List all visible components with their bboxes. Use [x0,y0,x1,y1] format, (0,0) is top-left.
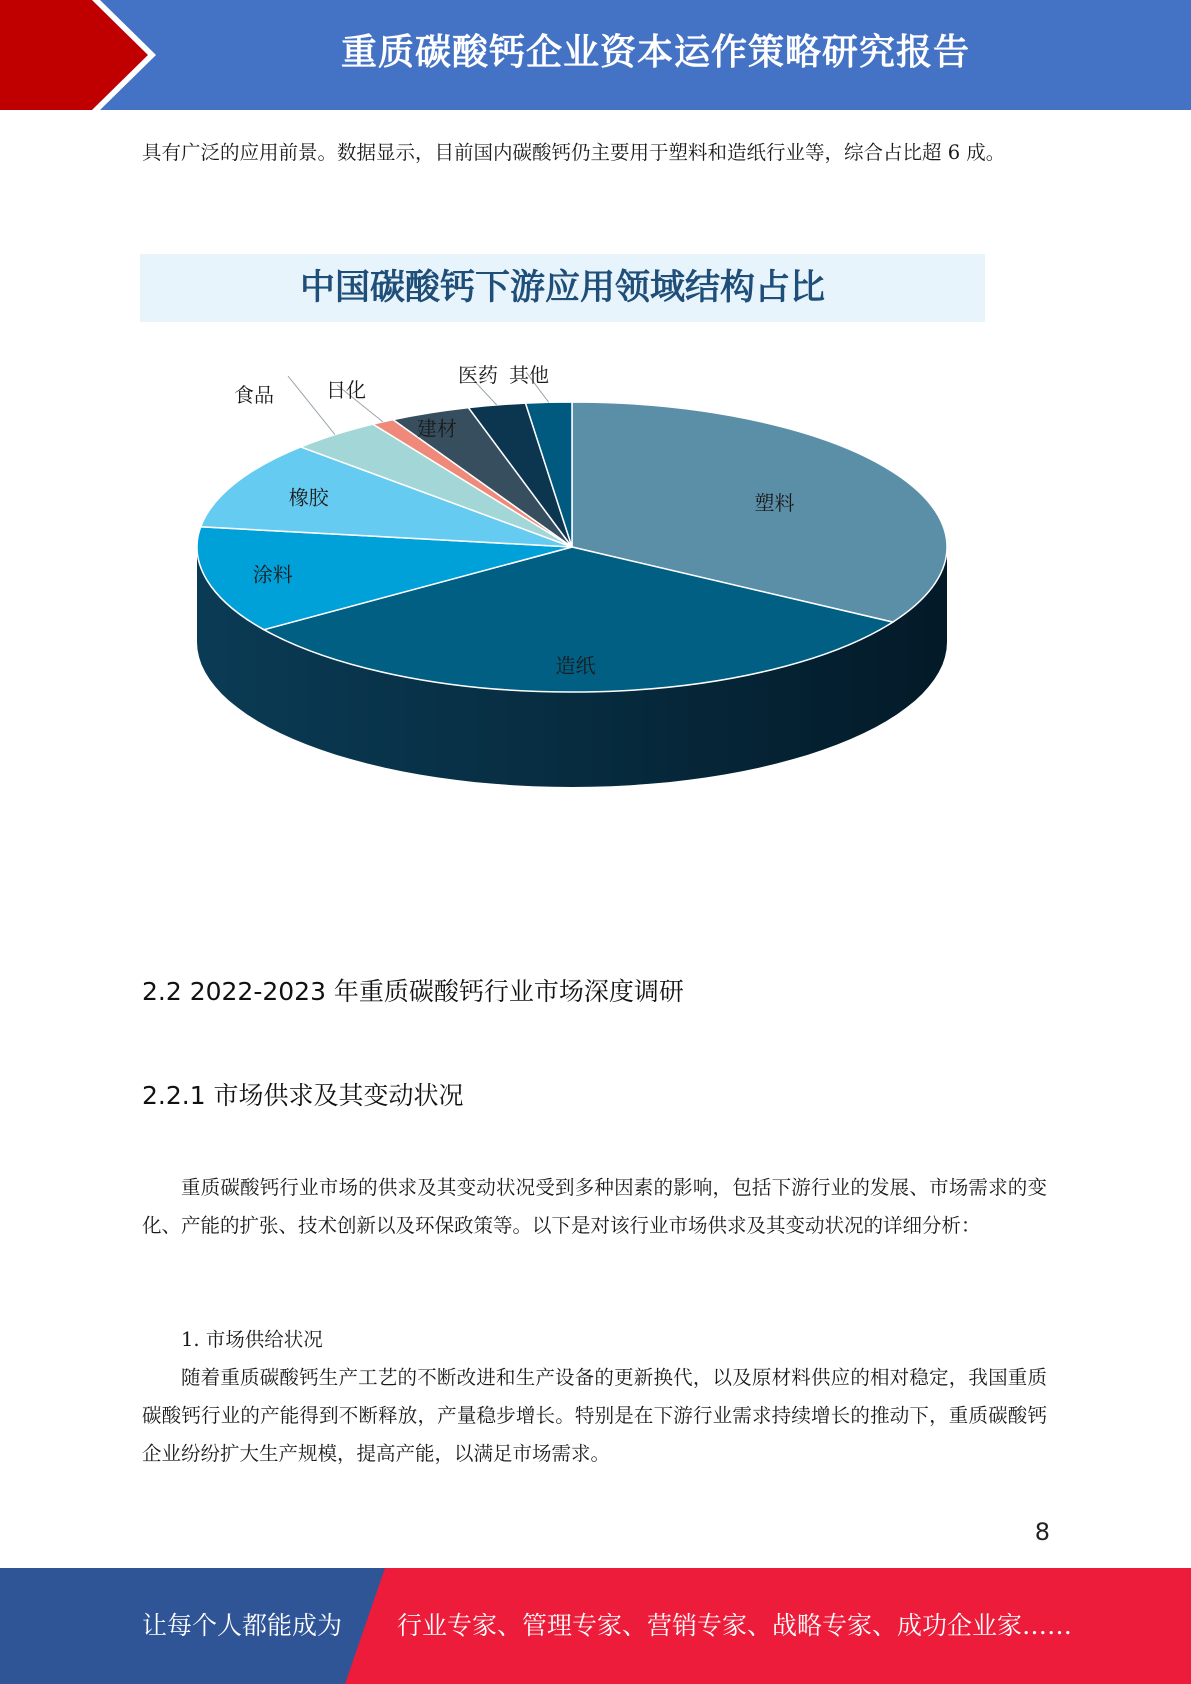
pie-label-8: 其他 [509,363,549,387]
section-heading-2-2-1: 2.2.1 市场供求及其变动状况 [142,1081,464,1110]
subheading-market-supply: 1. 市场供给状况 [181,1328,323,1351]
paragraph-market-supply: 随着重质碳酸钙生产工艺的不断改进和生产设备的更新换代，以及原材料供应的相对稳定，我国重质碳酸钙行业的产能得到不断释放，产量稳步增长。特别是在下游行业需求持续增长的推动下，重质碳酸钙企业纷纷扩大生产规模，提高产能，以满足市场需求。 [142,1366,1047,1465]
chart-title: 中国碳酸钙下游应用领域结构占比 [299,268,825,308]
pie-label-7: 医药 [458,363,498,387]
section-heading-2-2: 2.2 2022-2023 年重质碳酸钙行业市场深度调研 [142,977,684,1006]
pie-label-6: 建材 [416,416,457,441]
pie-label-5: 日化 [326,378,366,402]
page-footer [0,1568,1191,1684]
paragraph-supply-demand: 重质碳酸钙行业市场的供求及其变动状况受到多种因素的影响，包括下游行业的发展、市场需求的变化、产能的扩张、技术创新以及环保政策等。以下是对该行业市场供求及其变动状况的详细分析： [142,1176,1047,1237]
pie-chart-canvas [140,252,985,914]
page-number: 8 [1034,1518,1050,1546]
intro-paragraph: 具有广泛的应用前景。数据显示，目前国内碳酸钙仍主要用于塑料和造纸行业等，综合占比超 6 成。 [142,141,1006,164]
header-arrow-decoration [0,0,160,110]
document-title: 重质碳酸钙企业资本运作策略研究报告 [340,32,970,73]
pie-label-0: 塑料 [754,490,795,515]
pie-label-2: 涂料 [252,562,293,587]
pie-chart [140,252,985,914]
pie-label-3: 橡胶 [288,485,329,510]
footer-slogan-right: 行业专家、管理专家、营销专家、战略专家、成功企业家…… [397,1611,1073,1640]
page-header [0,0,1191,110]
pie-label-1: 造纸 [555,653,596,678]
pie-label-4: 食品 [234,383,274,407]
footer-slogan-left: 让每个人都能成为 [142,1611,343,1640]
